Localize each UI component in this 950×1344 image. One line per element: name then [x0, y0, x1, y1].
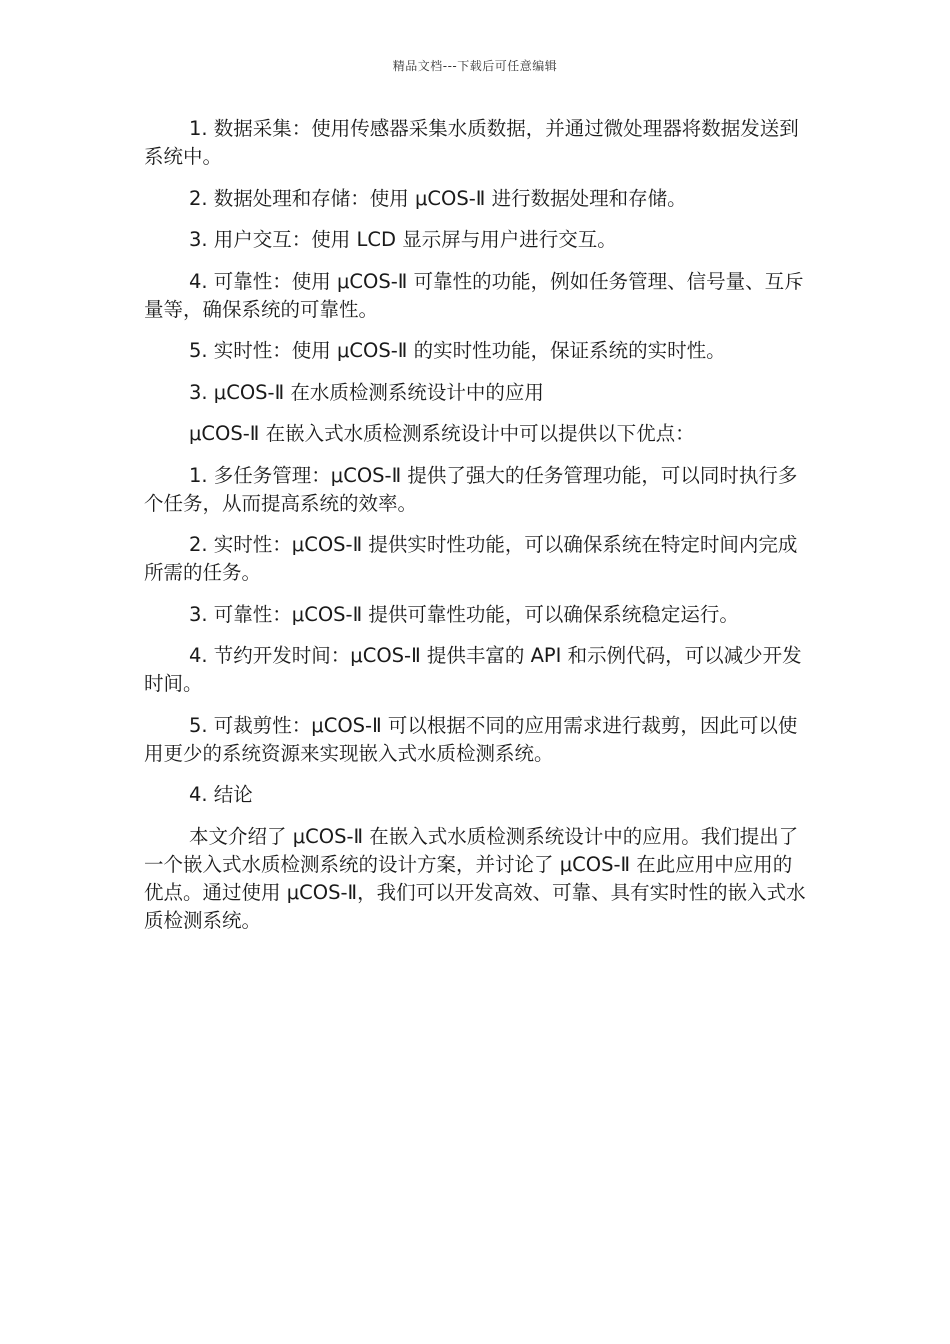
paragraph: 本文介绍了 μCOS-Ⅱ 在嵌入式水质检测系统设计中的应用。我们提出了一个嵌入式水质检测系统的设计方案，并讨论了 μCOS-Ⅱ 在此应用中应用的优点。通过使用 μCOS-Ⅱ，我们可以开发高效、可靠、具有实时性的嵌入式水质检测系统。 [144, 824, 806, 932]
paragraph: 1. 多任务管理：μCOS-Ⅱ 提供了强大的任务管理功能，可以同时执行多个任务，从而提高系统的效率。 [144, 463, 798, 515]
section-heading: 4. 结论 [189, 783, 253, 806]
paragraph: μCOS-Ⅱ 在嵌入式水质检测系统设计中可以提供以下优点： [189, 422, 695, 445]
document-body [144, 115, 809, 948]
paragraph: 2. 实时性：μCOS-Ⅱ 提供实时性功能，可以确保系统在特定时间内完成所需的任务。 [144, 533, 798, 584]
paragraph: 3. 可靠性：μCOS-Ⅱ 提供可靠性功能，可以确保系统稳定运行。 [189, 602, 739, 626]
section-heading: 3. μCOS-Ⅱ 在水质检测系统设计中的应用 [189, 380, 544, 404]
paragraph: 5. 可裁剪性：μCOS-Ⅱ 可以根据不同的应用需求进行裁剪，因此可以使用更少的系统资源来实现嵌入式水质检测系统。 [144, 713, 798, 765]
paragraph: 4. 可靠性：使用 μCOS-Ⅱ 可靠性的功能，例如任务管理、信号量、互斥量等，确保系统的可靠性。 [144, 269, 804, 321]
page-header: 精品文档---下载后可任意编辑 [392, 59, 558, 73]
paragraph: 3. 用户交互：使用 LCD 显示屏与用户进行交互。 [189, 228, 617, 251]
paragraph: 1. 数据采集：使用传感器采集水质数据，并通过微处理器将数据发送到系统中。 [144, 117, 799, 168]
paragraph: 5. 实时性：使用 μCOS-Ⅱ 的实时性功能，保证系统的实时性。 [189, 339, 726, 362]
paragraph: 4. 节约开发时间：μCOS-Ⅱ 提供丰富的 API 和示例代码，可以减少开发时间。 [144, 644, 802, 695]
paragraph: 2. 数据处理和存储：使用 μCOS-Ⅱ 进行数据处理和存储。 [189, 186, 687, 210]
